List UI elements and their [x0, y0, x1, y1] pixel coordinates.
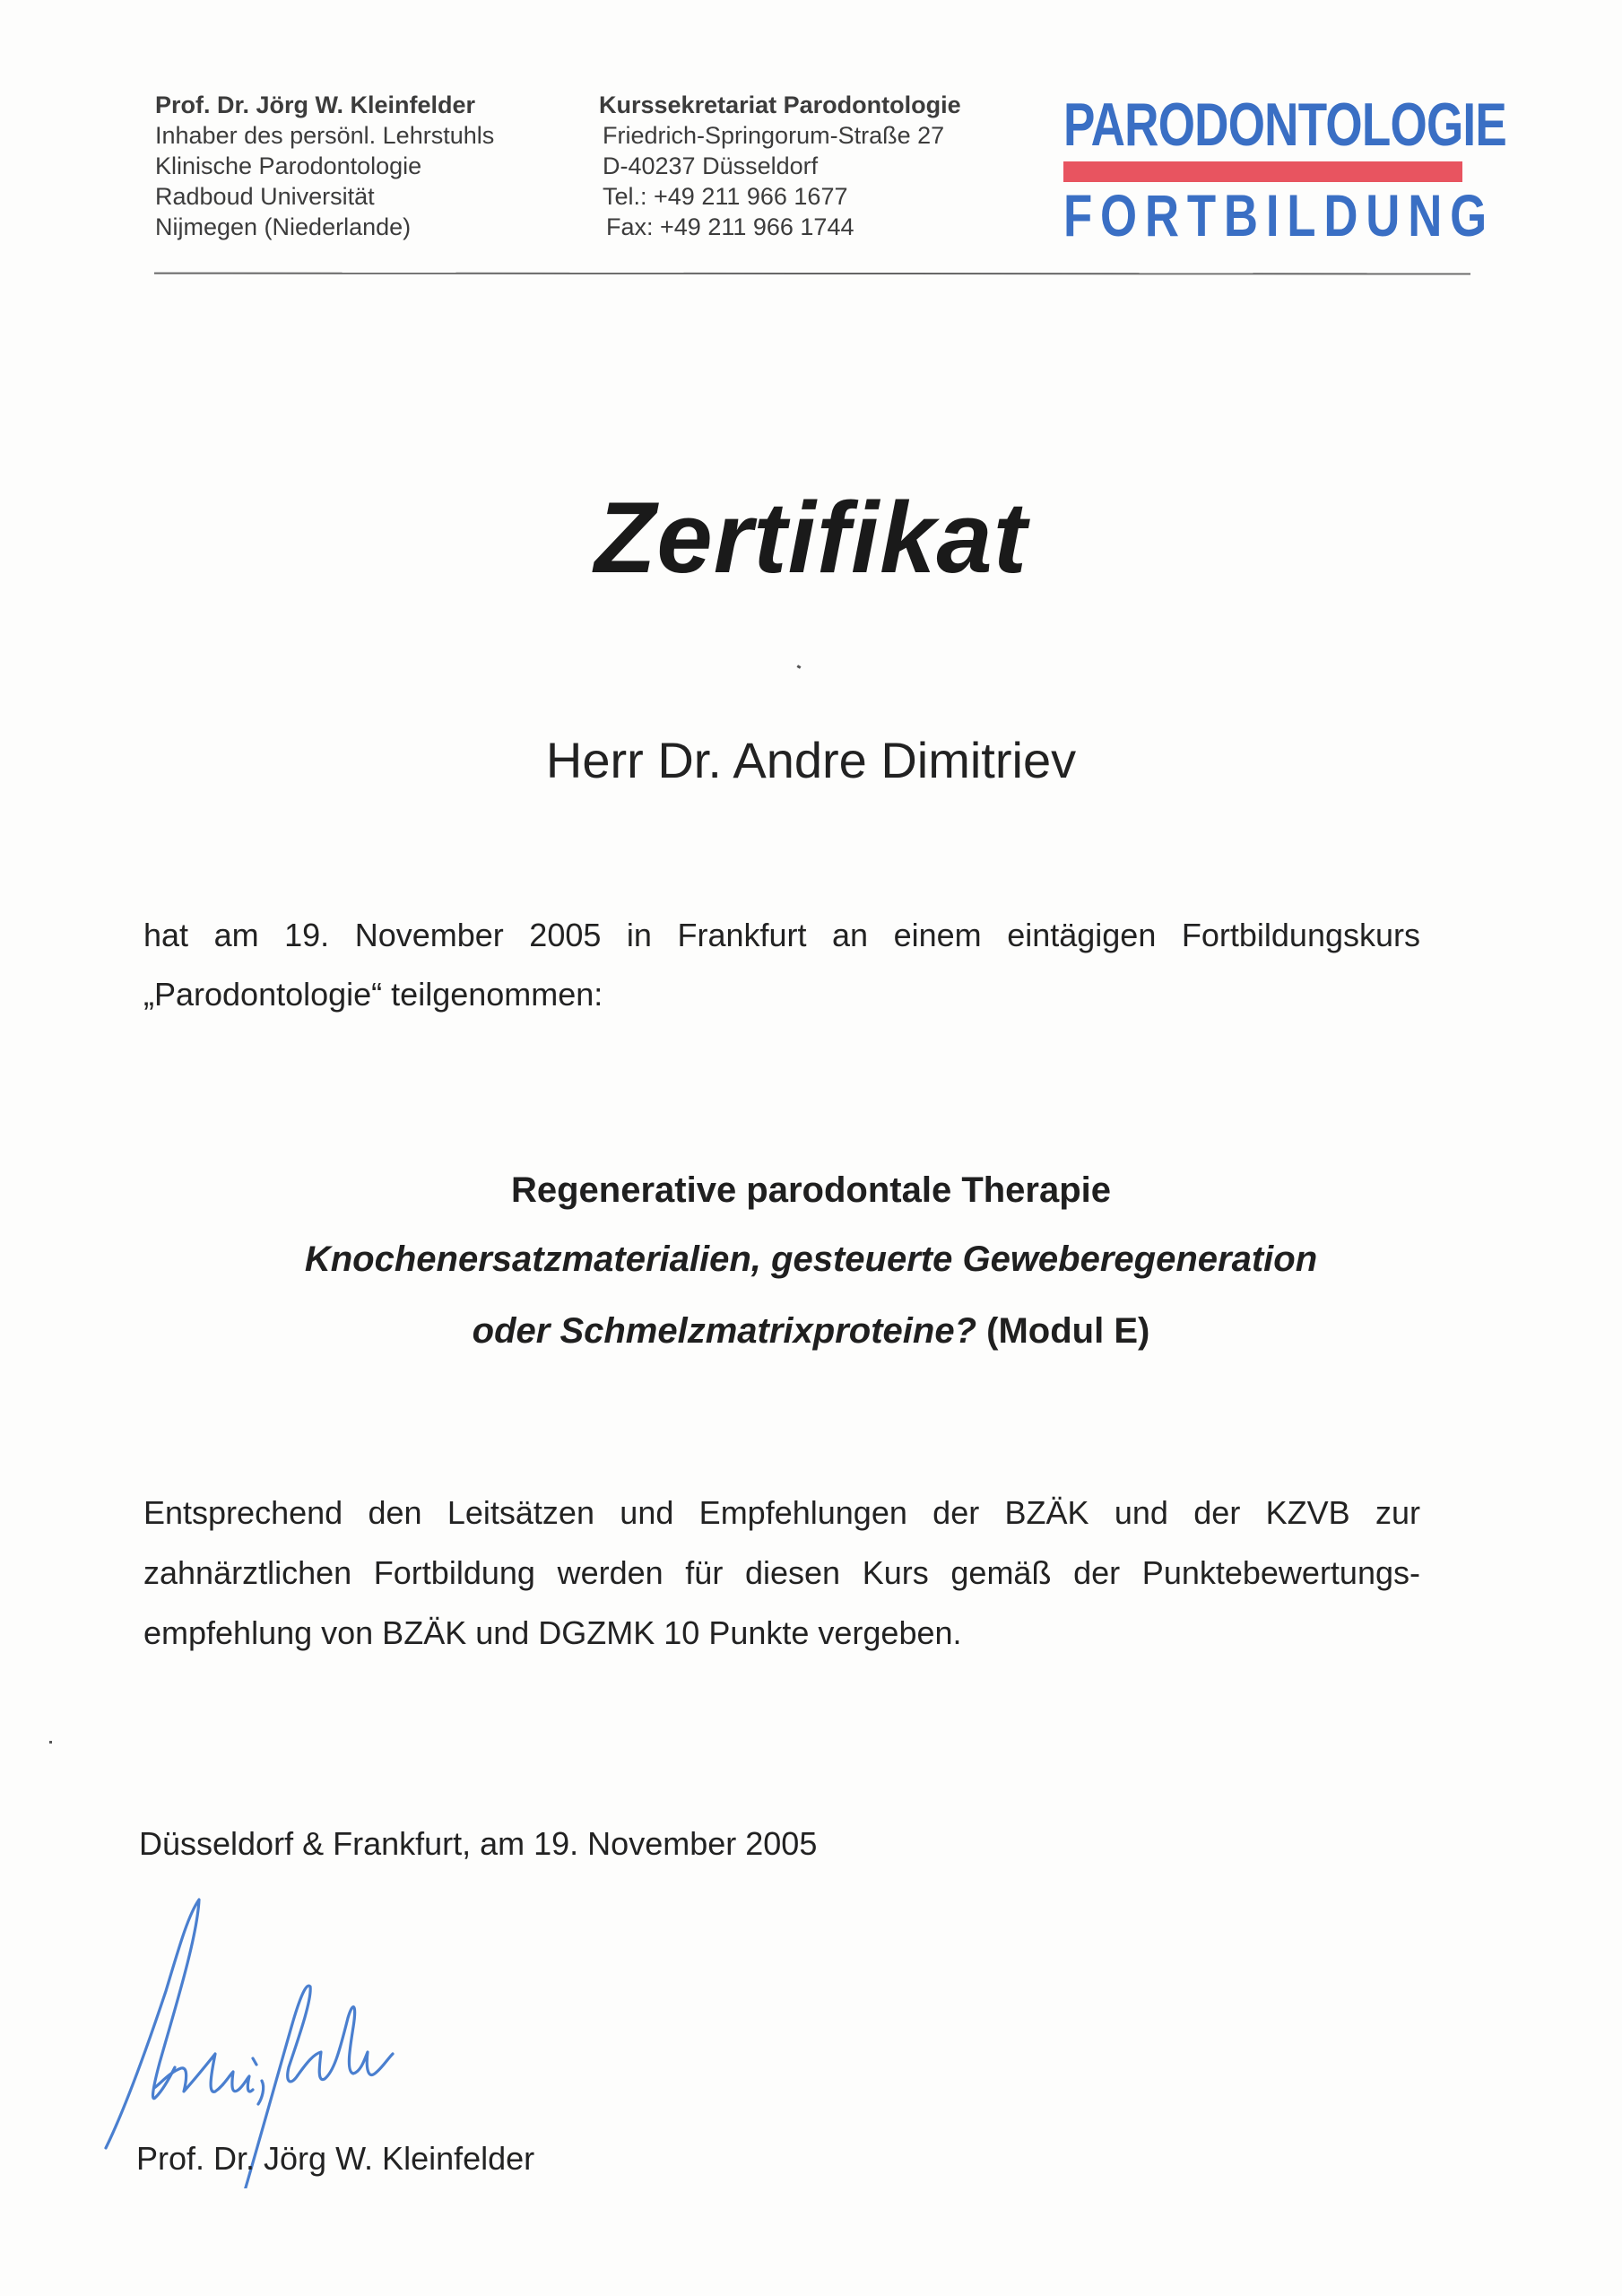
points-statement-line-3: empfehlung von BZÄK und DGZMK 10 Punkte vergeben. — [143, 1614, 962, 1651]
author-name: Prof. Dr. Jörg W. Kleinfelder — [155, 91, 476, 118]
logo-red-bar — [1063, 161, 1462, 182]
author-line: Nijmegen (Niederlande) — [155, 213, 412, 240]
secretariat-fax: Fax: +49 211 966 1744 — [606, 213, 854, 240]
participation-line-2: „Parodontologie“ teilgenommen: — [143, 976, 603, 1013]
logo-line-fortbildung: FORTBILDUNG — [1063, 182, 1496, 248]
points-statement-line-2: zahnärztlichen Fortbildung werden für diesen Kurs gemäß der Punktebewertungs- — [143, 1554, 1420, 1591]
points-statement-line-1: Entsprechend den Leitsätzen und Empfehlungen der BZÄK und der KZVB zur — [143, 1494, 1420, 1531]
secretariat-name: Kurssekretariat Parodontologie — [599, 91, 961, 118]
course-subtitle-line-2 — [0, 1311, 1622, 1352]
recipient-name: Herr Dr. Andre Dimitriev — [545, 732, 1077, 788]
author-line: Inhaber des persönl. Lehrstuhls — [155, 122, 495, 149]
course-module: (Modul E) — [986, 1311, 1150, 1351]
secretariat-city: D-40237 Düsseldorf — [603, 152, 819, 179]
course-title: Regenerative parodontale Therapie — [510, 1170, 1112, 1210]
signer-name: Prof. Dr. Jörg W. Kleinfelder — [136, 2140, 535, 2177]
course-subtitle-line-1: Knochenersatzmaterialien, gesteuerte Geweberegeneration — [304, 1239, 1318, 1279]
participation-line-1: hat am 19. November 2005 in Frankfurt an einem eintägigen Fortbildungskurs — [143, 917, 1420, 953]
letterhead-divider — [154, 273, 1470, 275]
logo-line-parodontologie: PARODONTOLOGIE — [1063, 91, 1506, 159]
letterhead-author-block — [155, 90, 494, 242]
letterhead-secretariat-block — [599, 90, 961, 242]
secretariat-phone: Tel.: +49 211 966 1677 — [603, 183, 848, 210]
parodontologie-fortbildung-logo — [1063, 91, 1506, 248]
author-line: Radboud Universität — [155, 183, 375, 210]
certificate-title: Zertifikat — [594, 482, 1028, 594]
scan-speck — [797, 665, 802, 669]
author-line: Klinische Parodontologie — [155, 152, 422, 179]
secretariat-street: Friedrich-Springorum-Straße 27 — [603, 122, 945, 149]
place-and-date: Düsseldorf & Frankfurt, am 19. November 2005 — [139, 1825, 818, 1862]
scan-speck — [49, 1741, 52, 1744]
course-subtitle-question: oder Schmelzmatrixproteine? — [472, 1311, 977, 1351]
